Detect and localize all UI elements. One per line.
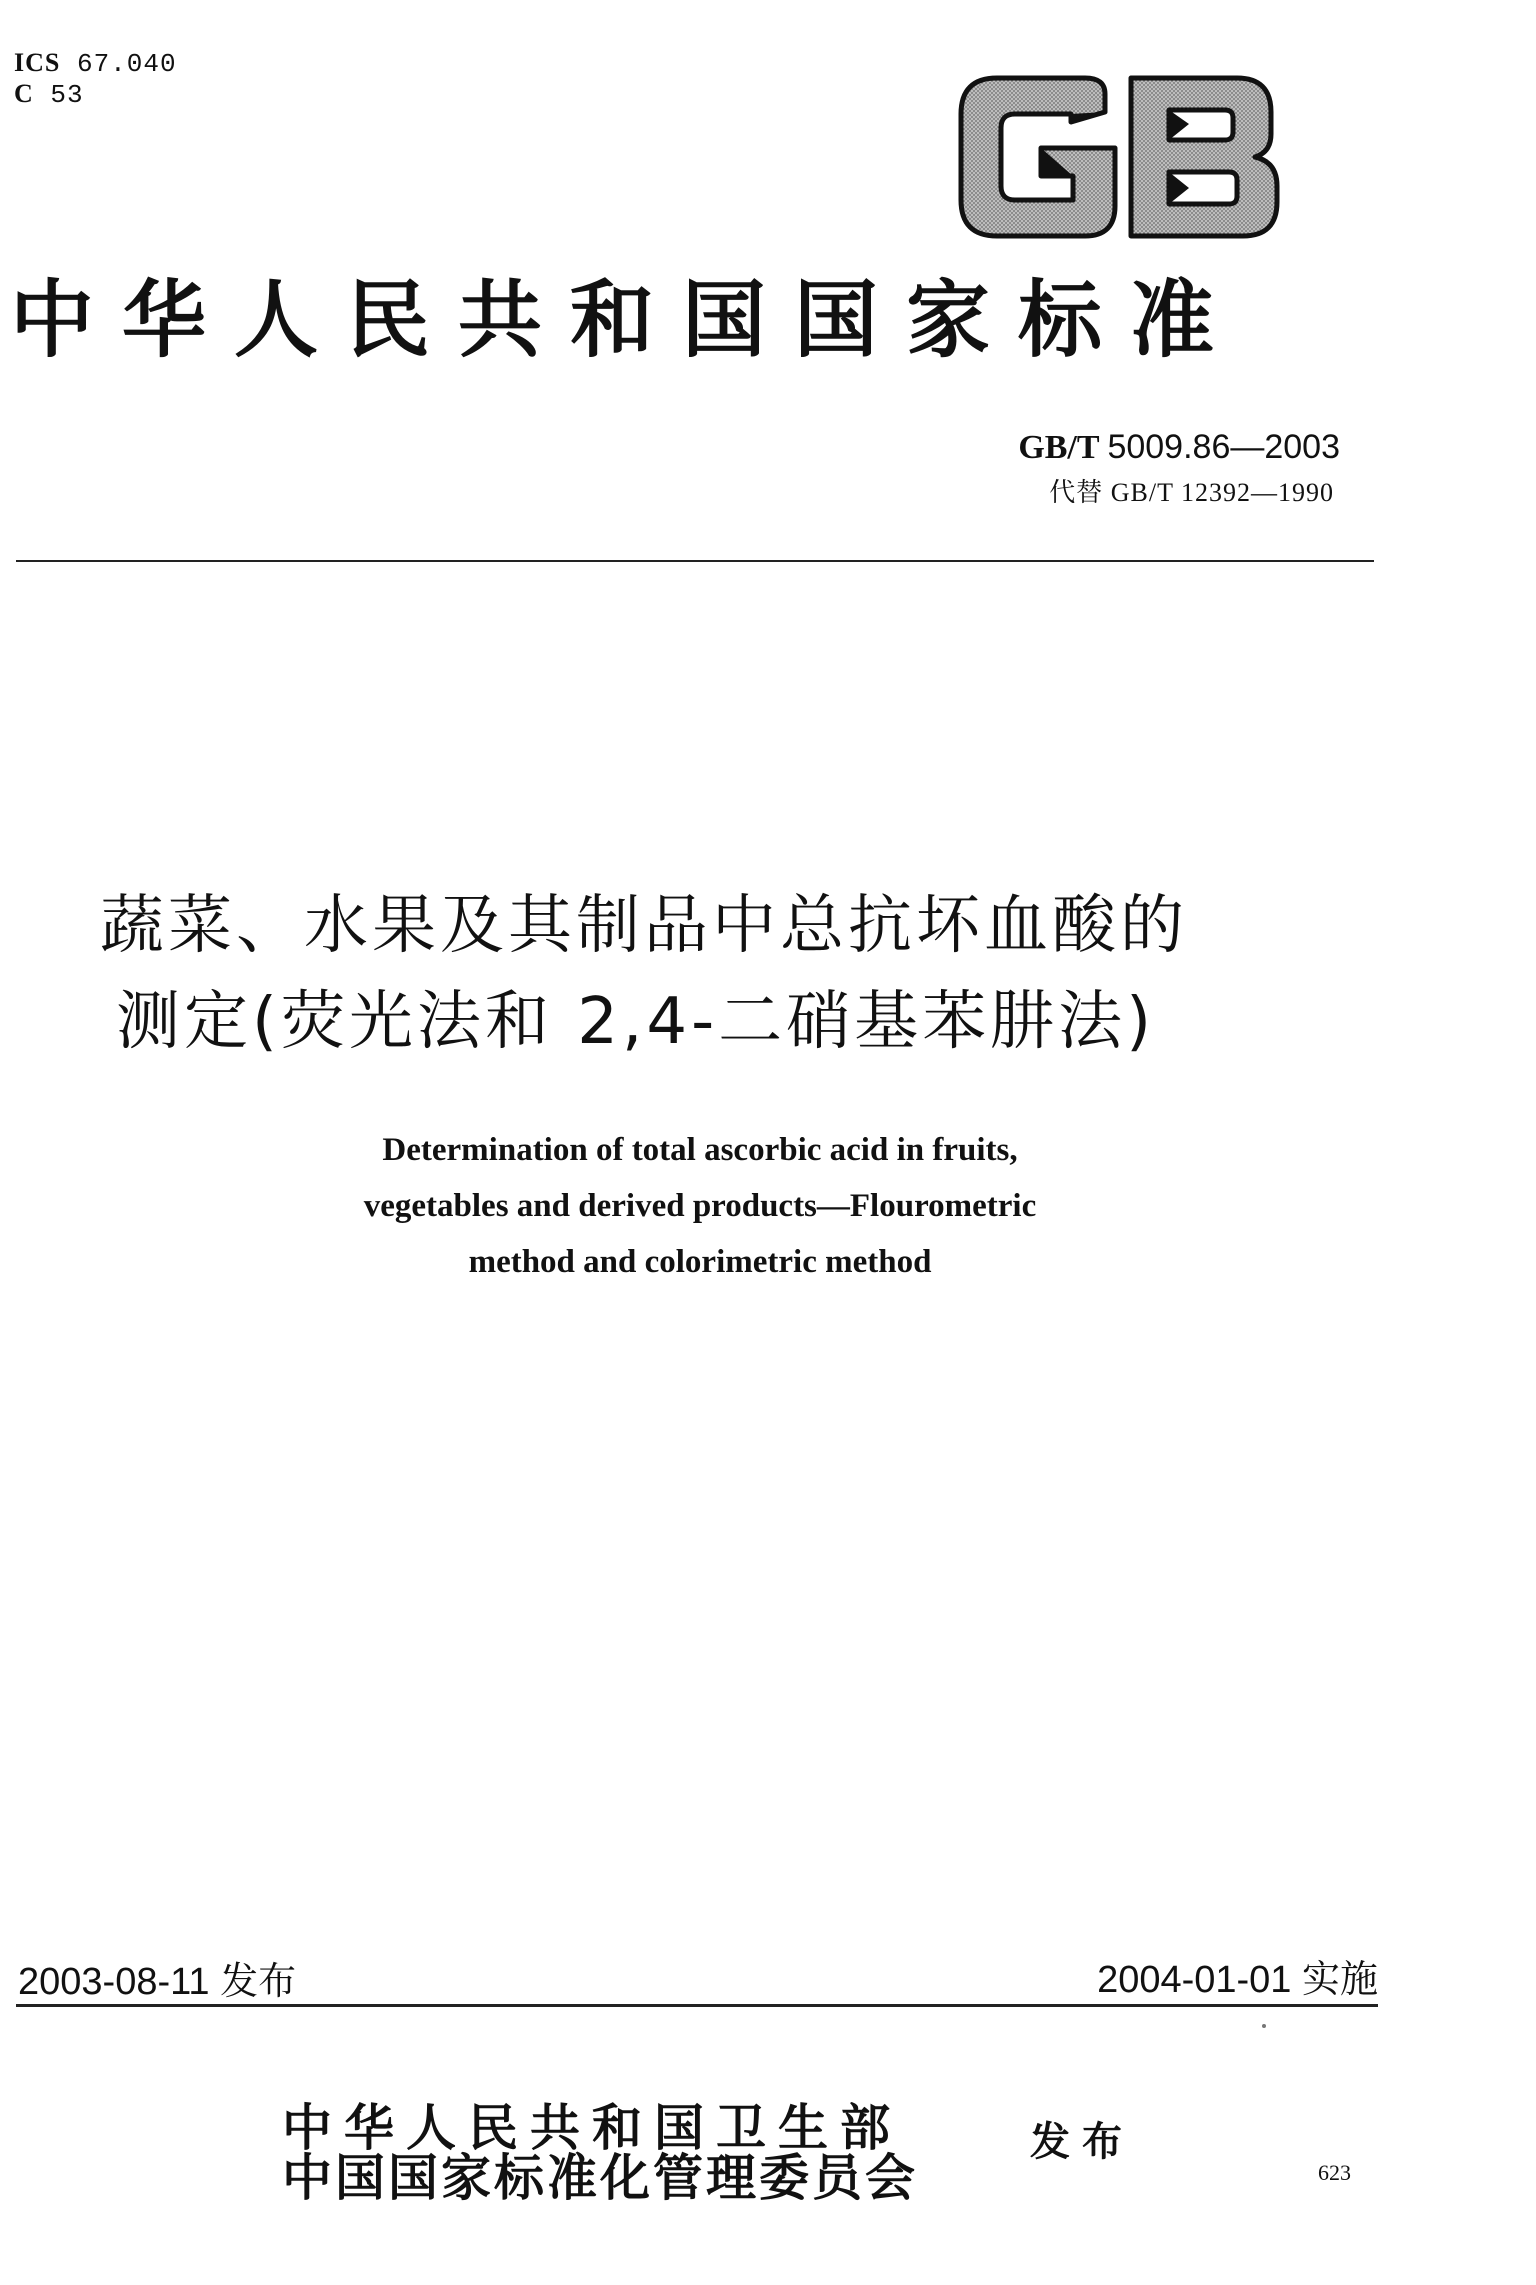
page-number: 623: [1318, 2160, 1351, 2185]
ccs-label: C: [14, 79, 34, 108]
national-standard-heading: 中华人民共和国国家标准: [10, 270, 1243, 369]
issuer-standardization-administration: 中国国家标准化管理委员会: [282, 2148, 918, 2207]
ics-value: 67.040: [76, 49, 177, 79]
scan-speck: [1262, 2024, 1266, 2028]
implementation-date: 2004-01-01 实施: [1097, 1959, 1378, 2001]
standard-number-value: 5009.86—2003: [1107, 428, 1340, 466]
gb-logo-graphic: [955, 72, 1285, 242]
gb-logo: [955, 72, 1285, 242]
ccs-value: 53: [50, 80, 84, 110]
replaces-standard: 代替 GB/T 12392—1990: [1049, 478, 1334, 507]
classification-codes: [14, 48, 177, 110]
ics-code: [14, 48, 177, 79]
chinese-title-line-1: 蔬菜、水果及其制品中总抗坏血酸的: [100, 889, 1188, 963]
ics-label: ICS: [14, 48, 61, 77]
english-title-line-3: method and colorimetric method: [468, 1244, 932, 1280]
english-title-line-2: vegetables and derived products—Flourometric: [363, 1188, 1037, 1224]
publish-label: 发布: [1030, 2118, 1134, 2165]
standard-number-prefix: GB/T: [1018, 429, 1099, 466]
issuer-ministry-of-health: 中华人民共和国卫生部: [282, 2098, 902, 2157]
ccs-code: [14, 79, 177, 110]
issue-date: 2003-08-11 发布: [18, 1961, 297, 2003]
standard-number: [1018, 428, 1340, 467]
footer-divider: [16, 2004, 1378, 2007]
english-title-line-1: Determination of total ascorbic acid in fruits,: [382, 1132, 1018, 1168]
header-divider: [16, 560, 1374, 562]
chinese-title-line-2: 测定(荧光法和 2,4-二硝基苯肼法): [116, 985, 1156, 1059]
